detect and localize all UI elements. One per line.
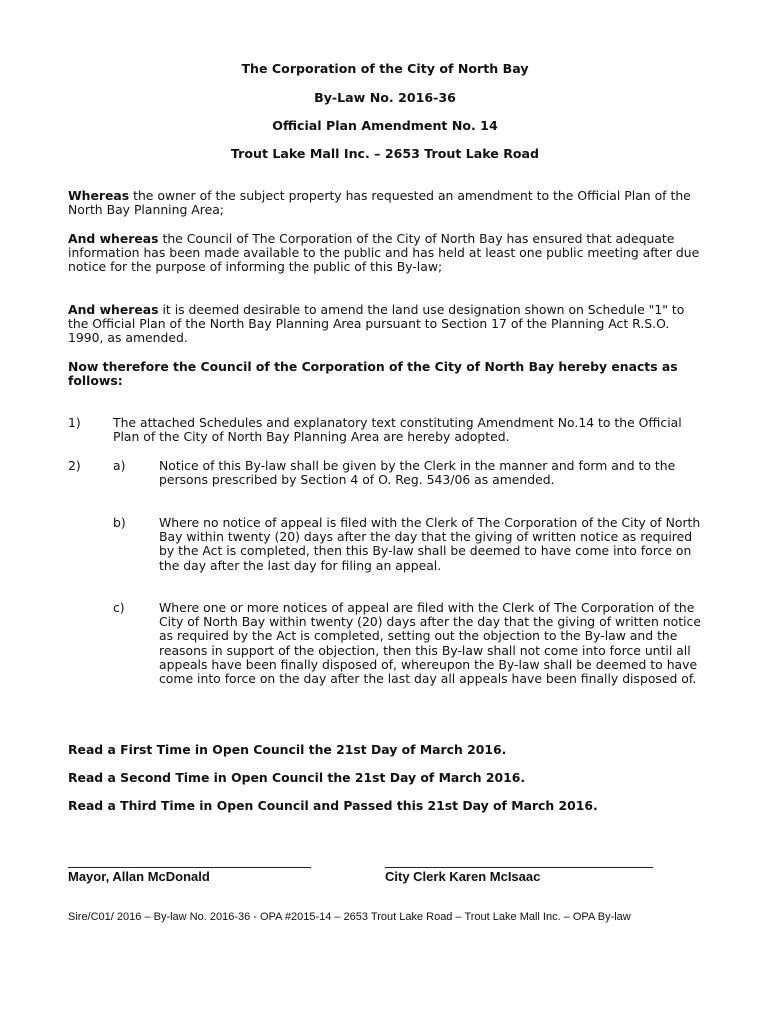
header-corporation: The Corporation of the City of North Bay [241,61,529,76]
header-amendment: Official Plan Amendment No. 14 [272,118,498,133]
clause-2a-label: a) [113,458,126,473]
recital-text: it is deemed desirable to amend the land use designation shown on Schedule "1" to the Official Plan of the North Bay Planning Area pursuant to Section 17 of the Planning Act R.S.O. 1990, as amended. [68,302,685,346]
clause-1-number: 1) [68,415,81,430]
recital-and-whereas-1 [68,232,708,275]
clause-1-text: The attached Schedules and explanatory text constituting Amendment No.14 to the Official Plan of the City of North Bay Planning Area are hereby adopted. [113,415,682,445]
recital-lead: And whereas [68,231,159,246]
recital-and-whereas-2 [68,303,708,346]
clerk-signature-line [385,867,653,868]
clerk-signature-label: City Clerk Karen McIsaac [385,869,541,884]
clause-2-number: 2) [68,458,81,473]
enacting-clause: Now therefore the Council of the Corporation of the City of North Bay hereby enacts as follows: [68,359,678,389]
header-bylaw-number: By-Law No. 2016-36 [314,90,456,105]
third-reading: Read a Third Time in Open Council and Passed this 21st Day of March 2016. [68,798,598,813]
recital-lead: Whereas [68,188,130,203]
first-reading: Read a First Time in Open Council the 21st Day of March 2016. [68,742,507,757]
clause-2b-label: b) [113,515,126,530]
second-reading: Read a Second Time in Open Council the 21st Day of March 2016. [68,770,526,785]
clause-2a-text: Notice of this By-law shall be given by the Clerk in the manner and form and to the persons prescribed by Section 4 of O. Reg. 543/06 as amended. [159,458,676,488]
recital-text: the Council of The Corporation of the City of North Bay has ensured that adequate information has been made available to the public and has held at least one public meeting after due notice for the purpose of informing the public of this By-law; [68,231,700,275]
footer-reference: Sire/C01/ 2016 – By-law No. 2016-36 - OPA #2015-14 – 2653 Trout Lake Road – Trout Lake Mall Inc. – OPA By-law [68,911,631,923]
header-property: Trout Lake Mall Inc. – 2653 Trout Lake Road [230,146,540,161]
recital-whereas [68,189,708,217]
recital-text: the owner of the subject property has requested an amendment to the Official Plan of the North Bay Planning Area; [68,188,691,218]
clause-2c-text: Where one or more notices of appeal are filed with the Clerk of The Corporation of the City of North Bay within twenty (20) days after the day that the giving of written notice as required by the Act is completed, setting out the objection to the By-law and the reasons in support of the objection, then this By-law shall not come into force until all appeals have been finally disposed of, whereupon the By-law shall be deemed to have come into force on the day after the last day all appeals have been finally disposed of. [159,600,701,687]
recital-lead: And whereas [68,302,159,317]
clause-2b-text: Where no notice of appeal is filed with the Clerk of The Corporation of the City of North Bay within twenty (20) days after the day that the giving of written notice as required by the Act is completed, then this By-law shall be deemed to have come into force on the day after the last day for filing an appeal. [159,515,701,573]
mayor-signature-line [68,867,311,868]
clause-2c-label: c) [113,600,125,615]
mayor-signature-label: Mayor, Allan McDonald [68,869,210,884]
